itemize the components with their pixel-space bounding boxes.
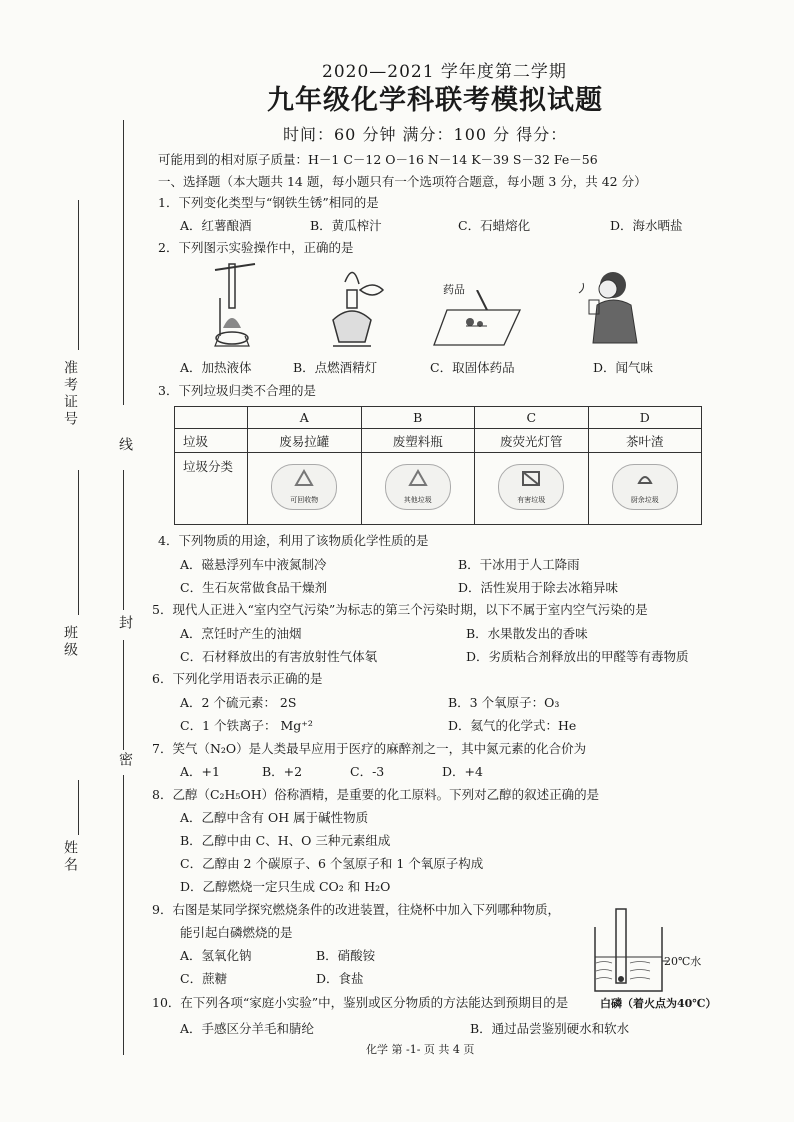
- class-line: [78, 470, 79, 615]
- seal-char-mi: 密: [117, 752, 133, 769]
- lighting-alcohol-lamp-illustration: [315, 262, 390, 350]
- page-footer: 化学 第 -1- 页 共 4 页: [366, 1043, 475, 1056]
- q9-stem: 9．右图是某同学探究燃烧条件的改进装置，往烧杯中加入下列哪种物质，: [152, 902, 560, 917]
- hazardous-waste-bin-icon: [498, 464, 564, 510]
- other-waste-bin-icon: [385, 464, 451, 510]
- beaker-apparatus-illustration: [590, 905, 670, 995]
- section-one-heading: 一、选择题（本大题共 14 题，每小题只有一个选项符合题意，每小题 3 分，共 42 分）: [158, 174, 647, 189]
- class-label: 班级: [62, 625, 78, 659]
- col-header-d: D: [588, 407, 702, 429]
- q6-option-c: C．1 个铁离子： Mg⁺²: [180, 718, 313, 733]
- admission-number-label: 准考证号: [62, 360, 78, 428]
- q2-option-d: D．闻气味: [593, 360, 654, 375]
- binding-line-bottom: [123, 775, 124, 1055]
- q7-option-d: D．+4: [442, 764, 483, 779]
- q9-option-d: D．食盐: [316, 971, 364, 986]
- q2-stem: 2．下列图示实验操作中，正确的是: [158, 240, 354, 255]
- q5-option-a: A．烹饪时产生的油烟: [180, 626, 302, 641]
- q1-option-c: C．石蜡熔化: [458, 218, 531, 233]
- waste-item-d: 茶叶渣: [588, 429, 702, 453]
- q8-stem: 8．乙醇（C₂H₅OH）俗称酒精，是重要的化工原料。下列对乙醇的叙述正确的是: [152, 787, 600, 802]
- col-header-b: B: [361, 407, 475, 429]
- bin-cell-d: [588, 453, 702, 525]
- q1-stem: 1．下列变化类型与“钢铁生锈”相同的是: [158, 195, 379, 210]
- seal-char-xian: 线: [117, 437, 133, 454]
- table-corner-cell: [175, 407, 248, 429]
- q1-option-a: A．红薯酿酒: [180, 218, 252, 233]
- q7-stem: 7．笑气（N₂O）是人类最早应用于医疗的麻醉剂之一，其中氮元素的化合价为: [152, 741, 587, 756]
- q5-option-d: D．劣质粘合剂释放出的甲醛等有毒物质: [466, 649, 689, 664]
- binding-line-top: [123, 120, 124, 405]
- q7-option-a: A．+1: [180, 764, 220, 779]
- bin-cell-b: [361, 453, 475, 525]
- q6-stem: 6．下列化学用语表示正确的是: [152, 671, 323, 686]
- row-label-classification: 垃圾分类: [175, 453, 248, 525]
- white-phosphorus-label: 白磷（着火点为40℃）: [600, 997, 717, 1010]
- admission-number-line: [78, 200, 79, 350]
- q7-option-c: C．-3: [350, 764, 385, 779]
- seal-char-feng: 封: [117, 615, 133, 632]
- binding-line-mid: [123, 470, 124, 610]
- q8-option-a: A．乙醇中含有 OH 属于碱性物质: [180, 810, 369, 825]
- name-line: [78, 780, 79, 835]
- col-header-a: A: [248, 407, 362, 429]
- q6-option-a: A．2 个硫元素： 2S: [180, 695, 297, 710]
- exam-info: 时间：60 分钟 满分：100 分 得分：: [283, 125, 568, 144]
- row-label-waste: 垃圾: [175, 429, 248, 453]
- q1-option-b: B．黄瓜榨汁: [310, 218, 382, 233]
- q4-option-a: A．磁悬浮列车中液氮制冷: [180, 557, 327, 572]
- q9-stem-line2: 能引起白磷燃烧的是: [180, 925, 293, 940]
- q4-stem: 4．下列物质的用途，利用了该物质化学性质的是: [158, 533, 429, 548]
- q9-option-a: A．氢氧化钠: [180, 948, 252, 963]
- waste-item-c: 废荧光灯管: [475, 429, 589, 453]
- bin-cell-a: [248, 453, 362, 525]
- q4-option-d: D．活性炭用于除去冰箱异味: [458, 580, 619, 595]
- smelling-gas-illustration: [575, 265, 645, 345]
- q3-stem: 3．下列垃圾归类不合理的是: [158, 383, 316, 398]
- q10-option-a: A．手感区分羊毛和腈纶: [180, 1021, 315, 1036]
- bin-caption-b: 其他垃圾: [403, 496, 432, 504]
- waste-classification-table: [174, 406, 702, 525]
- bin-caption-d: 厨余垃圾: [630, 496, 659, 504]
- binding-line-lower: [123, 640, 124, 750]
- bin-caption-a: 可回收物: [290, 496, 319, 504]
- q5-option-b: B．水果散发出的香味: [466, 626, 588, 641]
- q5-stem: 5．现代人正进入“室内空气污染”为标志的第三个污染时期，以下不属于室内空气污染的是: [152, 602, 648, 617]
- q2-option-c: C．取固体药品: [430, 360, 515, 375]
- q1-option-d: D．海水晒盐: [610, 218, 683, 233]
- q6-option-d: D．氦气的化学式：He: [448, 718, 577, 733]
- q2-option-b: B．点燃酒精灯: [293, 360, 378, 375]
- exam-year: 2020—2021 学年度第二学期: [322, 62, 567, 82]
- name-label: 姓名: [62, 840, 78, 874]
- waste-item-b: 废塑料瓶: [361, 429, 475, 453]
- q8-option-b: B．乙醇中由 C、H、O 三种元素组成: [180, 833, 391, 848]
- col-header-c: C: [475, 407, 589, 429]
- q4-option-c: C．生石灰常做食品干燥剂: [180, 580, 328, 595]
- q10-stem: 10．在下列各项“家庭小实验”中，鉴别或区分物质的方法能达到预期目的是: [152, 995, 569, 1010]
- water-temperature-label: 20℃水: [664, 955, 702, 968]
- q2-option-a: A．加热液体: [180, 360, 252, 375]
- q10-option-b: B．通过品尝鉴别硬水和软水: [470, 1021, 630, 1036]
- taking-solid-drug-illustration: [432, 290, 522, 348]
- q2-drug-label: 药品: [443, 283, 465, 296]
- q9-option-b: B．硝酸铵: [316, 948, 376, 963]
- waste-item-a: 废易拉罐: [248, 429, 362, 453]
- q6-option-b: B．3 个氧原子：O₃: [448, 695, 560, 710]
- bin-cell-c: [475, 453, 589, 525]
- q8-option-c: C．乙醇由 2 个碳原子、6 个氢原子和 1 个氧原子构成: [180, 856, 484, 871]
- recyclable-bin-icon: [271, 464, 337, 510]
- exam-title: 九年级化学科联考模拟试题: [267, 85, 603, 116]
- heating-liquid-illustration: [205, 258, 275, 348]
- q8-option-d: D．乙醇燃烧一定只生成 CO₂ 和 H₂O: [180, 879, 391, 894]
- atomic-masses: 可能用到的相对原子质量：H－1 C－12 O－16 N－14 K－39 S－32 Fe－56: [158, 152, 598, 167]
- q7-option-b: B．+2: [262, 764, 303, 779]
- q5-option-c: C．石材释放出的有害放射性气体氡: [180, 649, 378, 664]
- kitchen-waste-bin-icon: [612, 464, 678, 510]
- q4-option-b: B．干冰用于人工降雨: [458, 557, 580, 572]
- bin-caption-c: 有害垃圾: [517, 496, 546, 504]
- q9-option-c: C．蔗糖: [180, 971, 228, 986]
